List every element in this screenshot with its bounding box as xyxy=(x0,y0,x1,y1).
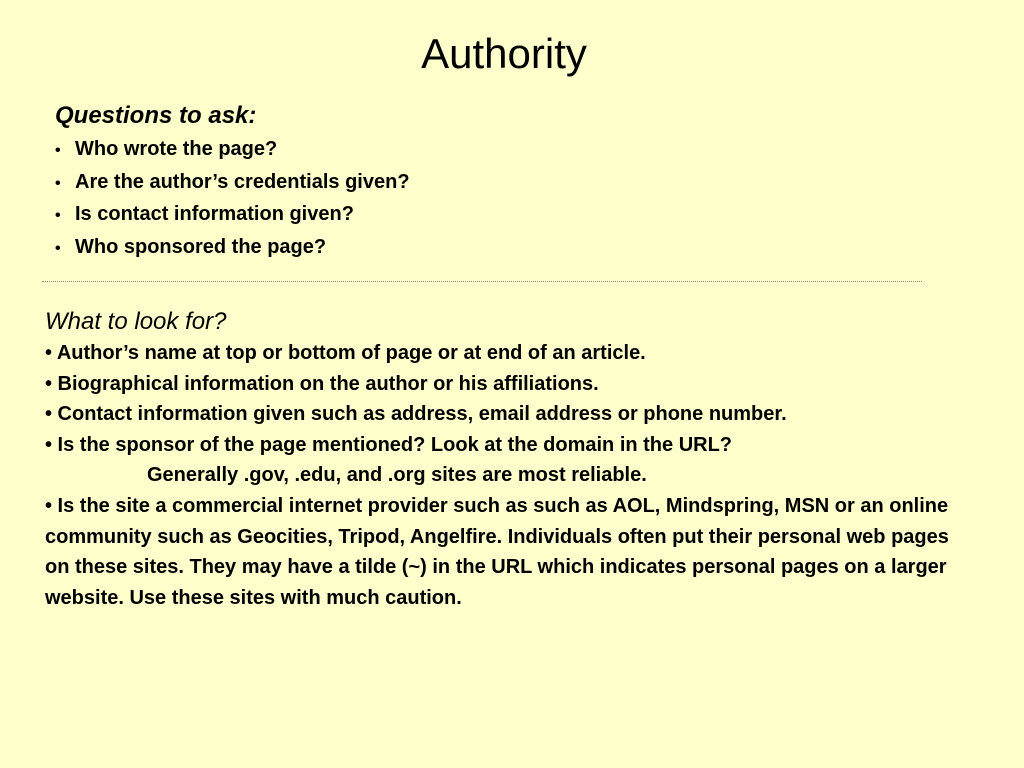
slide-title: Authority xyxy=(421,30,587,77)
questions-section xyxy=(55,100,655,264)
bullet-icon: • xyxy=(55,174,61,192)
look-for-section xyxy=(45,306,965,613)
question-item xyxy=(55,232,655,265)
look-for-item: • Author’s name at top or bottom of page or at end of an article. xyxy=(45,342,646,364)
look-for-item-indented: Generally .gov, .edu, and .org sites are most reliable. xyxy=(147,464,647,487)
look-for-item: • Is the sponsor of the page mentioned? Look at the domain in the URL? xyxy=(45,433,733,456)
look-for-heading: What to look for? xyxy=(45,308,227,335)
questions-heading: Questions to ask: xyxy=(55,102,257,129)
question-text: Who sponsored the page? xyxy=(75,235,327,258)
bullet-icon: • xyxy=(55,207,61,224)
look-for-item: • Biographical information on the author or his affiliations. xyxy=(45,372,599,395)
look-for-item: • Contact information given such as address, email address or phone number. xyxy=(45,403,787,426)
look-for-item: • Is the site a commercial internet provider such as such as AOL, Mindspring, MSN or an online community such as Geocities, Tripod, Angelfire. Individuals often put their personal web pages on these sites. They may have a tilde (~) in the URL which indicates personal pages on a larger website. Use these sites with much caution. xyxy=(45,494,949,609)
question-item xyxy=(55,167,655,200)
question-text: Who wrote the page? xyxy=(75,138,278,160)
bullet-icon: • xyxy=(55,142,61,159)
questions-list xyxy=(55,134,655,264)
section-divider xyxy=(42,281,922,282)
question-item xyxy=(55,199,655,232)
question-text: Are the author’s credentials given? xyxy=(75,170,410,193)
question-item xyxy=(55,134,655,167)
question-text: Is contact information given? xyxy=(75,203,354,225)
bullet-icon: • xyxy=(55,239,61,257)
look-for-list xyxy=(45,338,965,613)
